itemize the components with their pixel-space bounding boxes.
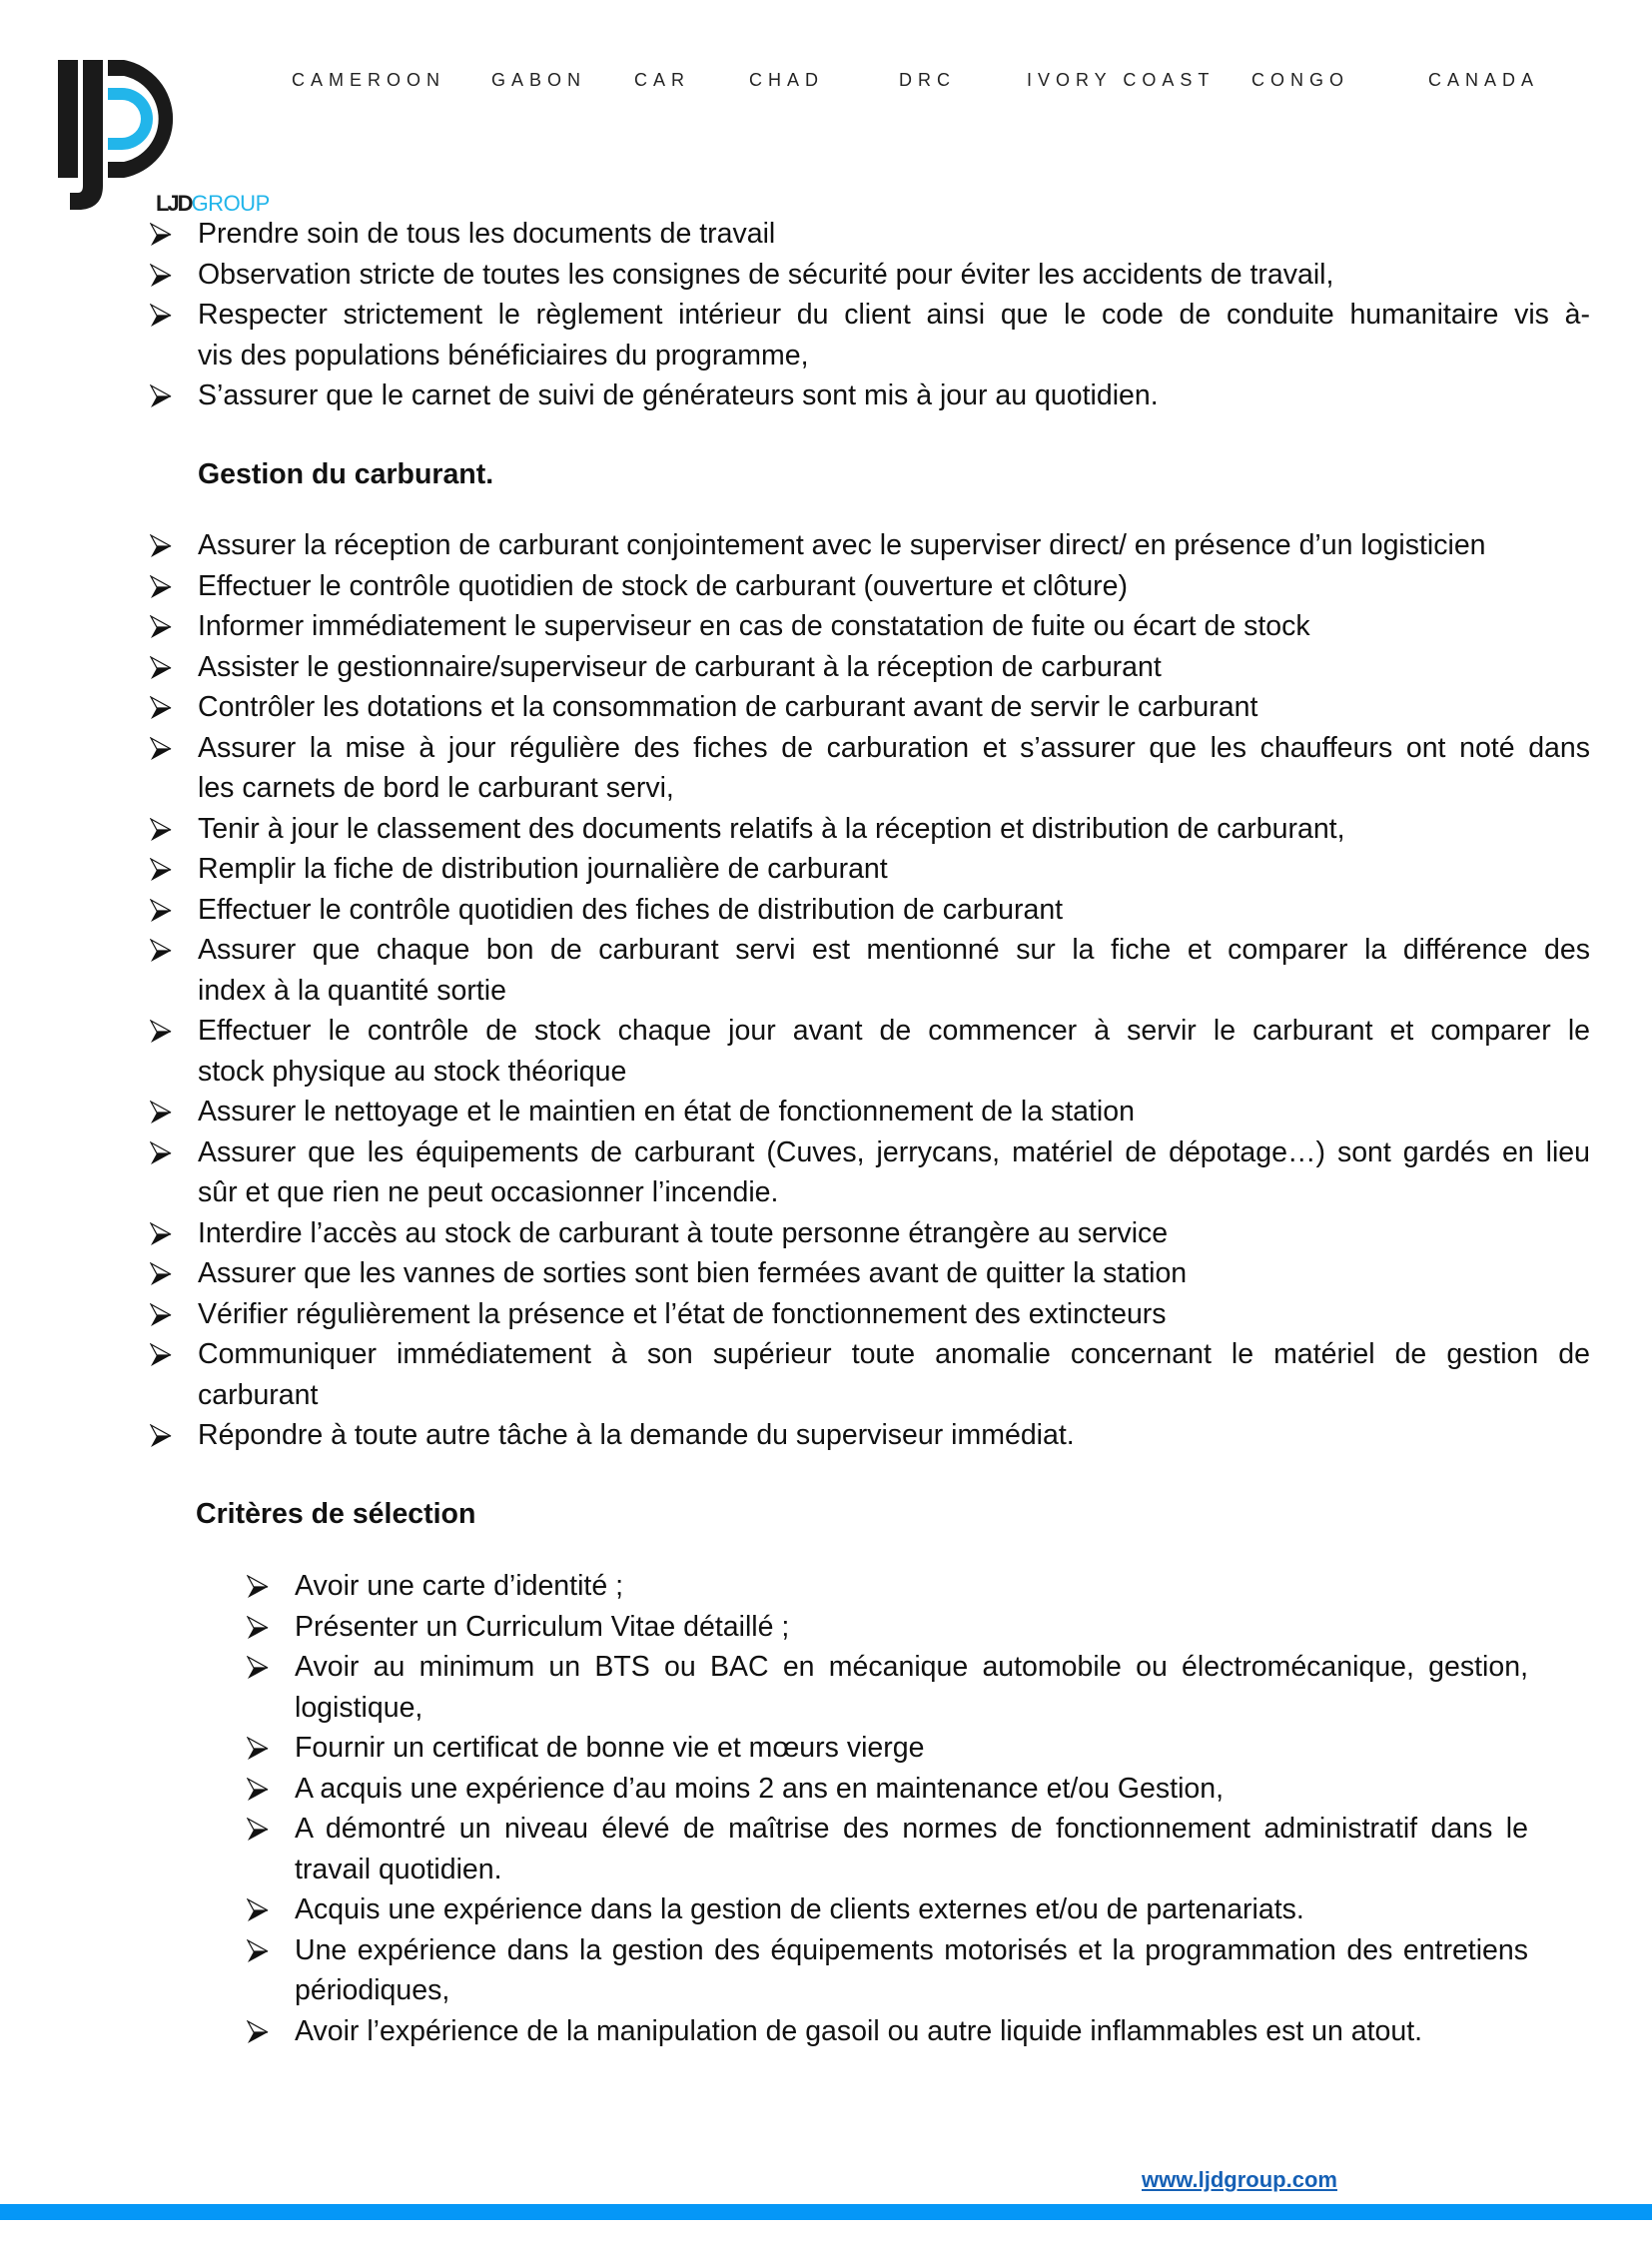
bullet-arrow-icon — [150, 818, 172, 842]
list-item-text: Répondre à toute autre tâche à la demande du superviseur immédiat. — [198, 1419, 1075, 1451]
bullet-arrow-icon — [150, 575, 172, 599]
list-item-text: A démontré un niveau élevé de maîtrise des normes de fonctionnement administratif dans le — [295, 1813, 1528, 1845]
list-item-text: Avoir au minimum un BTS ou BAC en mécanique automobile ou électromécanique, gestion, — [295, 1651, 1528, 1683]
bullet-arrow-icon — [150, 1101, 172, 1125]
list-item-text: Assurer que chaque bon de carburant servi est mentionné sur la fiche et comparer la différence des — [198, 934, 1590, 966]
list-item-text: Assurer que les équipements de carburant (Cuves, jerrycans, matériel de dépotage…) sont gardés en lieu — [198, 1135, 1590, 1168]
bullet-arrow-icon — [150, 1303, 172, 1327]
list-item-text: les carnets de bord le carburant servi, — [198, 772, 674, 804]
bullet-arrow-icon — [247, 1898, 269, 1922]
list-item-text: Présenter un Curriculum Vitae détaillé ; — [295, 1610, 790, 1643]
list-item-text: Interdire l’accès au stock de carburant à toute personne étrangère au service — [198, 1216, 1169, 1249]
bullet-arrow-icon — [150, 1222, 172, 1246]
bullet-arrow-icon — [150, 1262, 172, 1286]
bullet-arrow-icon — [150, 1343, 172, 1367]
bullet-arrow-icon — [150, 1424, 172, 1448]
list-item-text: Assurer que les vannes de sorties sont bien fermées avant de quitter la station — [198, 1257, 1188, 1289]
bullet-arrow-icon — [247, 1737, 269, 1761]
list-item-text: Assurer la réception de carburant conjointement avec le superviser direct/ en présence d’un logisticien — [198, 529, 1486, 561]
country-nav — [0, 70, 1652, 100]
list-item-text: Effectuer le contrôle quotidien des fiches de distribution de carburant — [198, 893, 1064, 926]
bullet-arrow-icon — [247, 2020, 269, 2044]
list-item-text: Avoir l’expérience de la manipulation de gasoil ou autre liquide inflammables est un atout. — [295, 2014, 1423, 2047]
bullet-arrow-icon — [247, 1778, 269, 1802]
list-item-text: Contrôler les dotations et la consommation de carburant avant de servir le carburant — [198, 691, 1258, 723]
bullet-arrow-icon — [247, 1656, 269, 1680]
footer-bar — [0, 2204, 1652, 2220]
list-item-text: sûr et que rien ne peut occasionner l’incendie. — [198, 1176, 779, 1208]
list-item-text: Vérifier régulièrement la présence et l’état de fonctionnement des extincteurs — [198, 1297, 1167, 1330]
logo-brand-light: GROUP — [191, 191, 270, 216]
list-item-text: Observation stricte de toutes les consignes de sécurité pour éviter les accidents de travail, — [198, 258, 1334, 291]
bullet-arrow-icon — [150, 737, 172, 761]
list-item-text: Assurer le nettoyage et le maintien en état de fonctionnement de la station — [198, 1096, 1135, 1127]
list-item-text: Effectuer le contrôle de stock chaque jour avant de commencer à servir le carburant et comparer le — [198, 1015, 1590, 1047]
bullet-arrow-icon — [150, 304, 172, 328]
bullet-arrow-icon — [150, 858, 172, 882]
list-item-text: Fournir un certificat de bonne vie et mœurs vierge — [295, 1732, 925, 1764]
bullet-arrow-icon — [150, 899, 172, 923]
bullet-arrow-icon — [150, 264, 172, 288]
list-item-text: A acquis une expérience d’au moins 2 ans en maintenance et/ou Gestion, — [295, 1772, 1225, 1805]
list-item-text: vis des populations bénéficiaires du programme, — [198, 339, 809, 372]
list-item-text: Effectuer le contrôle quotidien de stock de carburant (ouverture et clôture) — [198, 569, 1128, 602]
bullet-arrow-icon — [247, 1939, 269, 1963]
list-item-text: Acquis une expérience dans la gestion de clients externes et/ou de partenariats. — [295, 1893, 1304, 1925]
list-item-text: S’assurer que le carnet de suivi de générateurs sont mis à jour au quotidien. — [198, 379, 1159, 411]
nav-item-chad[interactable]: CHAD — [749, 70, 825, 90]
list-item-text: stock physique au stock théorique — [198, 1055, 627, 1088]
list-item-text: logistique, — [295, 1691, 423, 1724]
nav-item-car[interactable]: CAR — [634, 70, 691, 90]
list-item-text: Prendre soin de tous les documents de travail — [198, 218, 776, 250]
list-item-text: Avoir une carte d’identité ; — [295, 1570, 624, 1602]
list-item-text: Respecter strictement le règlement intérieur du client ainsi que le code de conduite humanitaire vis à- — [198, 299, 1590, 331]
nav-item-gabon[interactable]: GABON — [491, 70, 587, 90]
bullet-arrow-icon — [150, 656, 172, 680]
bullet-arrow-icon — [150, 696, 172, 720]
list-item-text: travail quotidien. — [295, 1853, 502, 1885]
list-item-text: Communiquer immédiatement à son supérieur toute anomalie concernant le matériel de gestion de — [198, 1338, 1590, 1370]
bullet-arrow-icon — [247, 1575, 269, 1599]
nav-item-cameroon[interactable]: CAMEROON — [292, 70, 446, 90]
website-link[interactable]: www.ljdgroup.com — [1142, 2167, 1337, 2192]
list-item-text: Une expérience dans la gestion des équipements motorisés et la programmation des entretiens — [295, 1933, 1528, 1966]
list-item-text: Tenir à jour le classement des documents relatifs à la réception et distribution de carburant, — [198, 812, 1345, 845]
bullet-arrow-icon — [150, 1020, 172, 1044]
list-item-text: index à la quantité sortie — [198, 974, 506, 1007]
bullet-arrow-icon — [247, 1616, 269, 1640]
bullet-arrow-icon — [150, 939, 172, 963]
list-item-text: Assurer la mise à jour régulière des fiches de carburation et s’assurer que les chauffeurs ont noté dans — [198, 731, 1590, 764]
list-item-text: périodiques, — [295, 1974, 450, 2006]
section-heading: Gestion du carburant. — [198, 458, 494, 490]
list-item-text: Informer immédiatement le superviseur en cas de constatation de fuite ou écart de stock — [198, 610, 1310, 642]
nav-item-drc[interactable]: DRC — [899, 70, 956, 90]
bullet-arrow-icon — [150, 223, 172, 247]
nav-item-congo[interactable]: CONGO — [1251, 70, 1350, 90]
bullet-arrow-icon — [150, 615, 172, 639]
bullet-arrow-icon — [150, 1141, 172, 1165]
bullet-arrow-icon — [150, 534, 172, 558]
section-heading: Critères de sélection — [196, 1498, 476, 1530]
nav-item-ivory-coast[interactable]: IVORY COAST — [1027, 70, 1216, 90]
bullet-arrow-icon — [150, 384, 172, 408]
logo-brand-dark: LJD — [156, 191, 192, 216]
list-item-text: Remplir la fiche de distribution journalière de carburant — [198, 853, 888, 885]
list-item-text: Assister le gestionnaire/superviseur de carburant à la réception de carburant — [198, 650, 1162, 683]
list-item-text: carburant — [198, 1378, 319, 1411]
nav-item-canada[interactable]: CANADA — [1428, 70, 1540, 90]
bullet-arrow-icon — [247, 1818, 269, 1842]
